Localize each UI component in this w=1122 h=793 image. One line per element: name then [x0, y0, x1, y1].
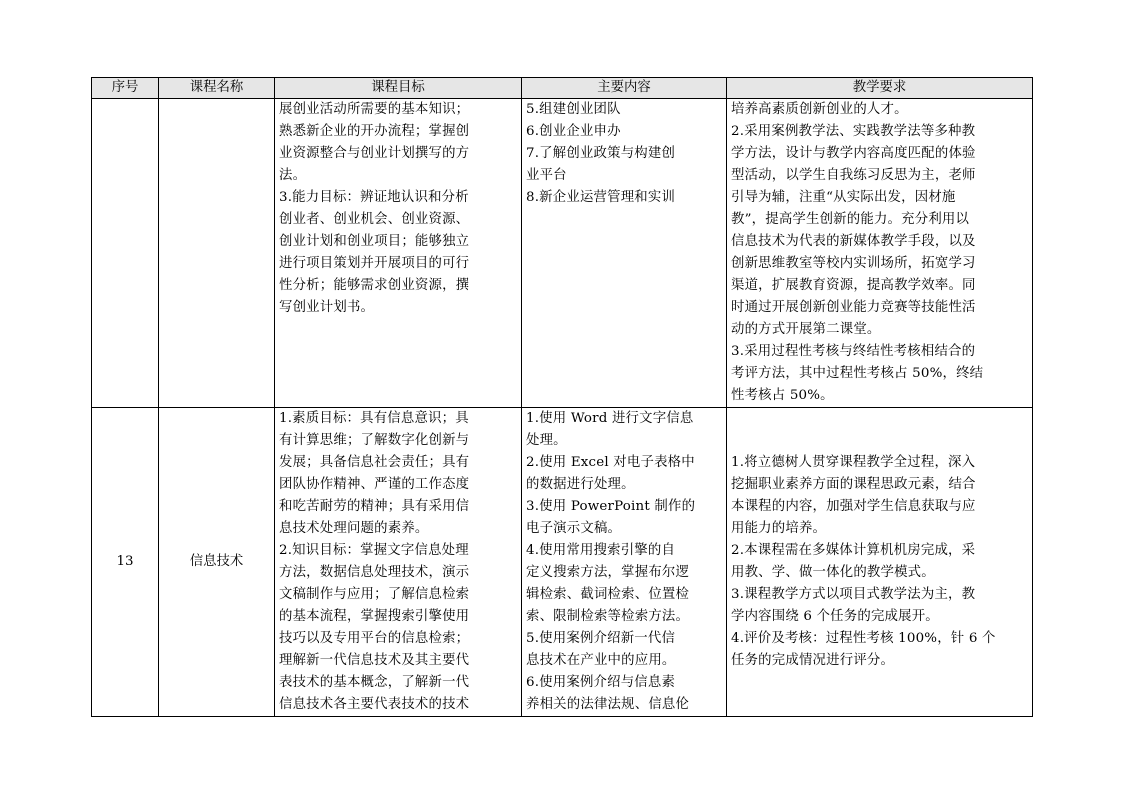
- content-line: 辑检索、截词检索、位置检: [526, 587, 690, 602]
- content-line: 1.使用 Word 进行文字信息: [526, 411, 694, 426]
- requirement-line: 引导为辅，注重“从实际出发，因材施: [731, 190, 956, 205]
- content-line: 5.组建创业团队: [526, 102, 621, 117]
- content-line: 7.了解创业政策与构建创: [526, 146, 676, 161]
- requirement-line: 性考核占 50%。: [731, 388, 834, 403]
- header-course-goals: 课程目标: [275, 78, 522, 99]
- content-line: 息技术在产业中的应用。: [526, 653, 676, 668]
- header-teaching-requirements: 教学要求: [727, 78, 1033, 99]
- header-course-name: 课程名称: [159, 78, 275, 99]
- goal-line: 展创业活动所需要的基本知识；: [279, 102, 470, 117]
- row-course-name: 信息技术: [159, 408, 275, 717]
- row-content: [522, 408, 727, 717]
- goal-line: 和吃苦耐劳的精神；具有采用信: [279, 499, 470, 514]
- content-line: 8.新企业运营管理和实训: [526, 190, 676, 205]
- row-requirements: [727, 99, 1033, 408]
- header-main-content: 主要内容: [522, 78, 727, 99]
- goal-line: 发展；具备信息社会责任；具有: [279, 455, 470, 470]
- requirement-line: 创新思维教室等校内实训场所，拓宽学习: [731, 256, 976, 271]
- requirement-line: 2.本课程需在多媒体计算机机房完成，采: [731, 543, 976, 558]
- goal-line: 熟悉新企业的开办流程；掌握创: [279, 124, 470, 139]
- requirement-line: 学方法，设计与教学内容高度匹配的体验: [731, 146, 976, 161]
- requirement-line: 4.评价及考核：过程性考核 100%，针 6 个: [731, 631, 996, 646]
- goal-line: 有计算思维；了解数字化创新与: [279, 433, 470, 448]
- goal-line: 息技术处理问题的素养。: [279, 521, 429, 536]
- goal-line: 团队协作精神、严谨的工作态度: [279, 477, 470, 492]
- goal-line: 性分析；能够需求创业资源，撰: [279, 278, 470, 293]
- row-goals: [275, 99, 522, 408]
- goal-line: 表技术的基本概念，了解新一代: [279, 675, 470, 690]
- goal-line: 法。: [279, 168, 307, 183]
- table-header-row: [92, 78, 1033, 99]
- requirement-line: 时通过开展创新创业能力竞赛等技能性活: [731, 300, 976, 315]
- goal-line: 创业者、创业机会、创业资源、: [279, 212, 470, 227]
- requirement-line: 3.采用过程性考核与终结性考核相结合的: [731, 344, 976, 359]
- content-line: 业平台: [526, 168, 567, 183]
- goal-line: 写创业计划书。: [279, 300, 375, 315]
- requirement-line: 学内容围绕 6 个任务的完成展开。: [731, 609, 939, 624]
- goal-line: 2.知识目标：掌握文字信息处理: [279, 543, 469, 558]
- content-line: 索、限制检索等检索方法。: [526, 609, 690, 624]
- requirement-line: 3.课程教学方式以项目式教学法为主，教: [731, 587, 976, 602]
- content-line: 4.使用常用搜索引擎的自: [526, 543, 676, 558]
- row-course-name: [159, 99, 275, 408]
- content-line: 定义搜索方法，掌握布尔逻: [526, 565, 690, 580]
- row-content: [522, 99, 727, 408]
- requirement-line: 任务的完成情况进行评分。: [731, 653, 895, 668]
- content-line: 处理。: [526, 433, 567, 448]
- goal-line: 信息技术各主要代表技术的技术: [279, 697, 470, 712]
- requirement-line: 教”，提高学生创新的能力。充分利用以: [731, 212, 970, 227]
- goal-line: 的基本流程，掌握搜索引擎使用: [279, 609, 470, 624]
- goal-line: 业资源整合与创业计划撰写的方: [279, 146, 470, 161]
- requirement-spacer: [731, 408, 1028, 430]
- requirement-line: 本课程的内容，加强对学生信息获取与应: [731, 499, 976, 514]
- content-line: 电子演示文稿。: [526, 521, 622, 536]
- requirement-line: 动的方式开展第二课堂。: [731, 322, 881, 337]
- goal-line: 创业计划和创业项目；能够独立: [279, 234, 470, 249]
- goal-line: 文稿制作与应用；了解信息检索: [279, 587, 470, 602]
- course-table: [91, 77, 1033, 717]
- requirement-line: 信息技术为代表的新媒体教学手段，以及: [731, 234, 976, 249]
- row-number: 13: [92, 408, 159, 717]
- requirement-line: 型活动，以学生自我练习反思为主，老师: [731, 168, 976, 183]
- header-number: 序号: [92, 78, 159, 99]
- content-line: 2.使用 Excel 对电子表格中: [526, 455, 695, 470]
- requirement-line: 用能力的培养。: [731, 521, 827, 536]
- content-line: 的数据进行处理。: [526, 477, 635, 492]
- requirement-line: 用教、学、做一体化的教学模式。: [731, 565, 935, 580]
- goal-line: 1.素质目标：具有信息意识；具: [279, 411, 469, 426]
- table-row: [92, 99, 1033, 408]
- goal-line: 技巧以及专用平台的信息检索；: [279, 631, 470, 646]
- row-goals: [275, 408, 522, 717]
- goal-line: 方法，数据信息处理技术，演示: [279, 565, 470, 580]
- content-line: 5.使用案例介绍新一代信: [526, 631, 676, 646]
- requirement-line: 1.将立德树人贯穿课程教学全过程，深入: [731, 455, 976, 470]
- requirement-line: 培养高素质创新创业的人才。: [731, 102, 908, 117]
- row-number: [92, 99, 159, 408]
- goal-line: 3.能力目标：辨证地认识和分析: [279, 190, 469, 205]
- content-line: 6.使用案例介绍与信息素: [526, 675, 676, 690]
- requirement-line: 挖掘职业素养方面的课程思政元素，结合: [731, 477, 976, 492]
- requirement-line: 考评方法，其中过程性考核占 50%，终结: [731, 366, 984, 381]
- content-line: 养相关的法律法规、信息伦: [526, 697, 690, 712]
- content-line: 3.使用 PowerPoint 制作的: [526, 499, 696, 514]
- table-row: [92, 408, 1033, 717]
- requirement-spacer: [731, 430, 1028, 452]
- requirement-line: 渠道，扩展教育资源，提高教学效率。同: [731, 278, 976, 293]
- requirement-line: 2.采用案例教学法、实践教学法等多种教: [731, 124, 976, 139]
- goal-line: 理解新一代信息技术及其主要代: [279, 653, 470, 668]
- content-line: 6.创业企业申办: [526, 124, 621, 139]
- goal-line: 进行项目策划并开展项目的可行: [279, 256, 470, 271]
- row-requirements: [727, 408, 1033, 717]
